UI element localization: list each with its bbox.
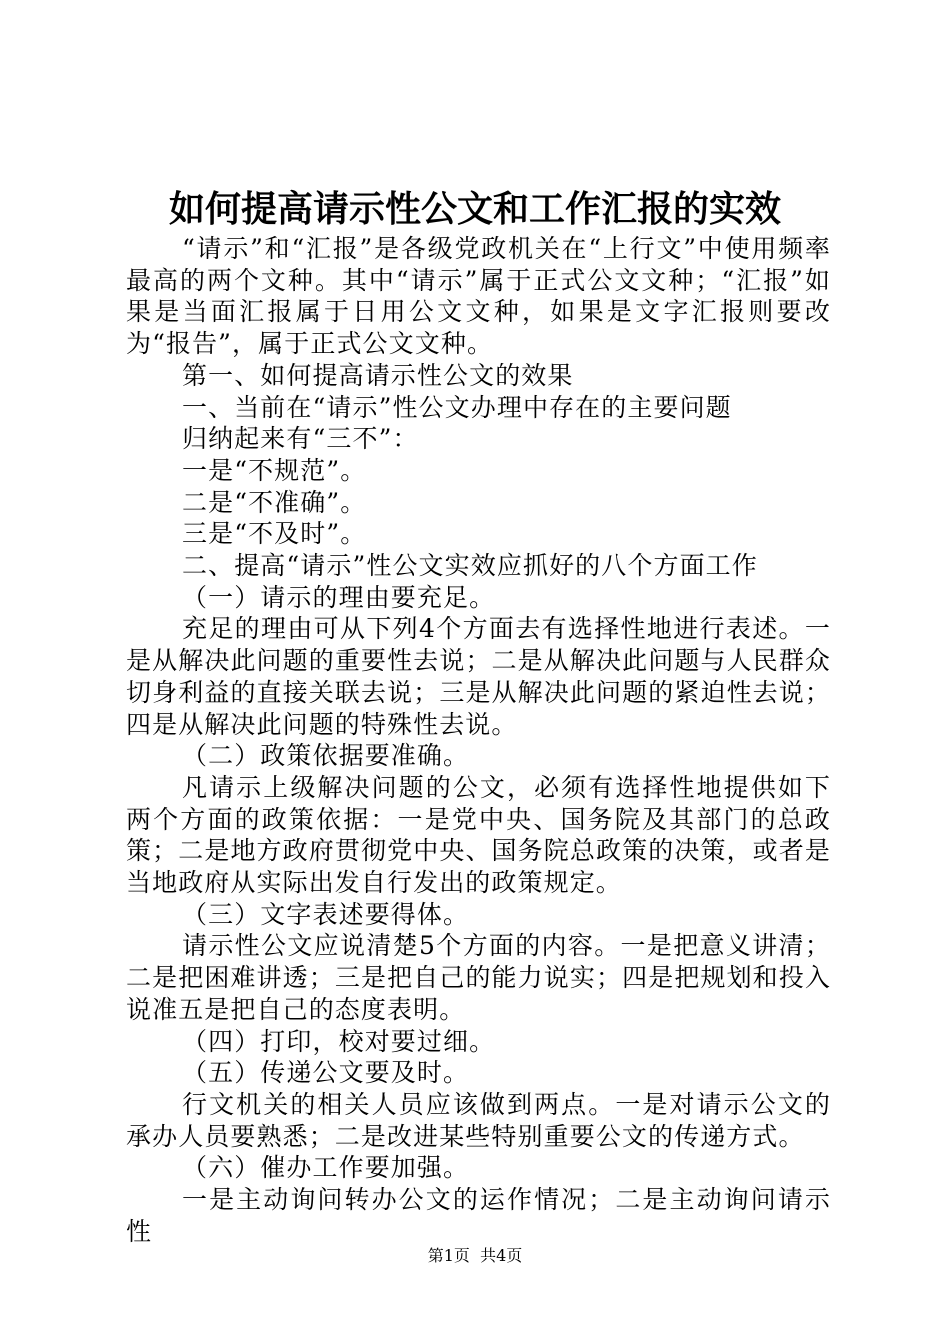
paragraph-policy: 凡请示上级解决问题的公文，必须有选择性地提供如下两个方面的政策依据：一是党中央、国务院及其部门的总政策；二是地方政府贯彻党中央、国务院总政策的决策，或者是当地政府从实际出发自行发出的政策规定。 <box>126 772 831 898</box>
document-body <box>126 233 831 1248</box>
list-item: 一是“不规范”。 <box>182 455 367 485</box>
list-item: 二是“不准确”。 <box>182 487 367 517</box>
heading-section-one: 一、当前在“请示”性公文办理中存在的主要问题 <box>182 392 732 422</box>
paragraph-reasons: 充足的理由可从下列4个方面去有选择性地进行表述。一是从解决此问题的重要性去说；二是从解决此问题与人民群众切身利益的直接关联去说；三是从解决此问题的紧迫性去说；四是从解决此问题的特殊性去说。 <box>126 614 831 739</box>
paragraph-follow-up: 一是主动询问转办公文的运作情况；二是主动询问请示性 <box>126 1185 831 1246</box>
subheading-four: （四）打印，校对要过细。 <box>182 1026 496 1056</box>
subheading-one: （一）请示的理由要充足。 <box>182 582 496 612</box>
document-title: 如何提高请示性公文和工作汇报的实效 <box>168 188 781 230</box>
paragraph-delivery: 行文机关的相关人员应该做到两点。一是对请示公文的承办人员要熟悉；二是改进某些特别重要公文的传递方式。 <box>126 1089 831 1151</box>
subheading-two: （二）政策依据要准确。 <box>182 741 470 771</box>
subheading-six: （六）催办工作要加强。 <box>182 1153 470 1183</box>
paragraph-wording: 请示性公文应说清楚5个方面的内容。一是把意义讲清；二是把困难讲透；三是把自己的能力说实；四是把规划和投入说准五是把自己的态度表明。 <box>126 931 831 1024</box>
page-total: 共4页 <box>480 1246 523 1265</box>
page-number: 第1页 <box>427 1246 470 1265</box>
paragraph-summary: 归纳起来有“三不”： <box>182 424 419 454</box>
heading-part-one: 第一、如何提高请示性公文的效果 <box>182 360 574 390</box>
heading-section-two: 二、提高“请示”性公文实效应抓好的八个方面工作 <box>182 551 758 581</box>
list-item: 三是“不及时”。 <box>182 519 367 549</box>
subheading-five: （五）传递公文要及时。 <box>182 1058 470 1088</box>
subheading-three: （三）文字表述要得体。 <box>182 899 470 929</box>
page-footer <box>0 1244 950 1268</box>
paragraph-intro: “请示”和“汇报”是各级党政机关在“上行文”中使用频率最高的两个文种。其中“请示”属于正式公文文种；“汇报”如果是当面汇报属于日用公文文种，如果是文字汇报则要改为“报告”，属于正式公文文种。 <box>126 234 831 359</box>
